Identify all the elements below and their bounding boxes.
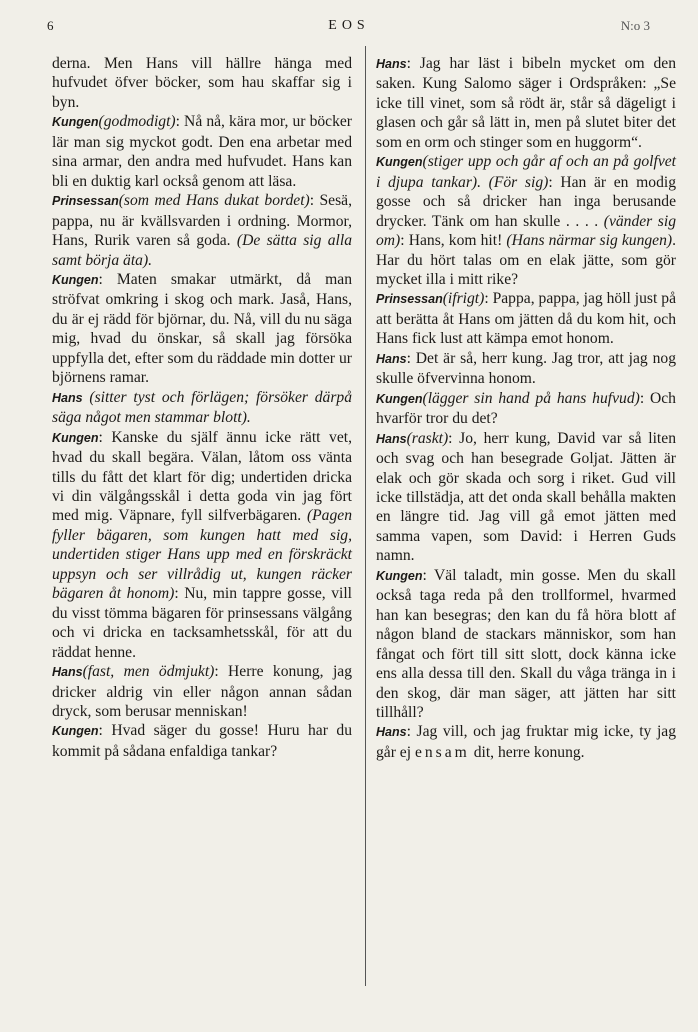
page-number: 6 [47, 18, 54, 33]
dialogue-text: : Nu, min tappre gosse, vill du visst tömma bägaren för prinsessans välgång och vi dricka en tacksamhetsskål, för att du räddat henne. [52, 585, 352, 661]
stage-direction: (vänder sig om) [376, 212, 677, 250]
dialogue-text: : Nå nå, kära mor, ur böcker lär man sig myckot godt. Den ena arbetar med sina armar, den andra med hufvudet. Hans kan bli en duktig karl också genom att läsa. [52, 113, 352, 190]
issue-number: N:o 3 [620, 18, 650, 33]
dialogue-paragraph [52, 191, 352, 270]
stage-direction: (ifrigt) [442, 290, 485, 308]
dialogue-text: : Jag vill, och jag fruktar mig icke, ty jag går ej [376, 723, 676, 761]
dialogue-text: : Jag har läst i bibeln mycket om den saken. Kung Salomo säger i Ordspråken: „Se icke till vinet, som så rödt är, står så dägeligt i glasen och går så lätt in, men på slutet biter det som en orm och stinger som en huggorm“. [376, 55, 676, 151]
speaker-name: Kungen [52, 430, 99, 445]
column-divider [365, 46, 366, 986]
dialogue-text: : Sesä, pappa, nu är kvällsvarden i ordning. Mormor, Hans, Rurik varen så goda. [52, 192, 352, 250]
dialogue-text: . Har du hört talas om en elak jätte, som gör mycket illa i mitt rike? [376, 232, 676, 288]
dialogue-text: : Och hvarför tror du det? [376, 389, 676, 428]
dialogue-text: : Kanske du själf ännu icke rätt vet, hvad du skall begära. Välan, låtom oss vänta tills du fått det klart för dig; undertiden dricka vi din välgångsskål i detta goda vin jag fört med mig. Väpnare, fyll silfverbägaren. [52, 428, 352, 525]
stage-direction: (sitter tyst och förlägen; försöker därpå säga något men stammar blott). [52, 388, 352, 427]
stage-direction: (lägger sin hand på hans hufvud) [422, 389, 640, 407]
dialogue-text: : Väl taladt, min gosse. Men du skall också taga reda på den trollformel, hvarmed han kan besegras; den kan du få höra blott af någon bland de stackars människor, som han fångat och fört till sitt slott, dock känna icke ens alla dessa till den. Skall du våga tränga in i den skog, där man säger, att jätten har sitt tillhåll? [376, 566, 676, 721]
speaker-name: Hans [52, 390, 83, 405]
dialogue-text: : Han är en modig gosse och så dricker han inga berusande drycker. Tänk om han skulle . . . . [376, 173, 676, 230]
stage-direction: (Hans närmar sig kungen) [506, 232, 673, 250]
page-header [0, 18, 698, 42]
dialogue-paragraph [52, 54, 352, 112]
speaker-name: Prinsessan [376, 292, 443, 307]
dialogue-paragraph [376, 349, 676, 389]
speaker-name: Hans [376, 725, 407, 740]
stage-direction: (Pagen fyller bägaren, som kungen hatt med sig, undertiden stiger Hans upp med en förskräckt uppsyn och ser villrådig ut, kungen räcker bägaren åt honom) [52, 507, 352, 603]
speaker-name: Kungen [52, 115, 99, 130]
dialogue-text: : Jo, herr kung, David var så liten och svag och han besegrade Goljat. Jätten är elak och gör skada och sorg i riket. Gud vill icke tillstädja, att det onda skall behålla makten en längre tid. Jag vill gå emot jätten med samma vapen, som David: i Herren Guds namn. [376, 429, 676, 565]
dialogue-text: : Maten smakar utmärkt, då man ströfvat omkring i skog och mark. Jaså, Hans, du är ej rädd för björnar, du. Nå, vill du nu säga mig, hvad du önskar, så skall jag försöka uppfylla det, efter som du räddade min dotter ur björnens ramar. [52, 270, 352, 387]
dialogue-paragraph [376, 152, 676, 289]
dialogue-paragraph [52, 112, 352, 191]
dialogue-paragraph [376, 54, 676, 152]
speaker-name: Hans [376, 57, 407, 71]
dialogue-paragraph [52, 721, 352, 761]
periodical-title: EOS [328, 18, 370, 33]
dialogue-paragraph [52, 270, 352, 388]
speaker-name: Kungen [376, 568, 423, 583]
dialogue-paragraph [376, 429, 676, 566]
dialogue-paragraph [52, 662, 352, 721]
stage-direction: (fast, men ödmjukt) [82, 663, 215, 681]
right-column [376, 54, 676, 762]
dialogue-text: : Hvad säger du gosse! Huru har du kommit på sådana enfaldiga tankar? [52, 722, 352, 760]
speaker-name: Kungen [376, 155, 423, 170]
dialogue-text: derna. Men Hans vill hällre hänga med hufvudet öfver böcker, som hau skaffar sig i byn. [52, 55, 352, 111]
dialogue-text: : Herre konung, jag dricker aldrig vin eller någon annan sådan dryck, som berusar menniskan! [52, 663, 352, 720]
dialogue-text: : Hans, kom hit! [400, 232, 503, 250]
stage-direction: (godmodigt) [98, 113, 176, 131]
speaker-name: Kungen [376, 391, 423, 406]
stage-direction: (De sätta sig alla samt börja äta). [52, 232, 352, 269]
dialogue-paragraph [376, 289, 676, 348]
dialogue-paragraph [376, 389, 676, 429]
stage-direction: (stiger upp och går af och an på golfvet i djupa tankar). [376, 153, 676, 191]
speaker-name: Kungen [52, 272, 99, 287]
speaker-name: Hans [376, 431, 407, 446]
dialogue-paragraph [376, 566, 676, 723]
stage-direction: (som med Hans dukat bordet) [118, 192, 310, 210]
speaker-name: Kungen [52, 724, 99, 739]
speaker-name: Hans [376, 351, 407, 366]
emphasized-word: ensam [414, 743, 470, 761]
dialogue-paragraph [52, 428, 352, 662]
stage-direction: (För sig) [488, 173, 549, 191]
dialogue-text: : Pappa, pappa, jag höll just på att berätta åt Hans om jätten då du kom hit, och Hans fick lust att kämpa emot honom. [376, 290, 676, 348]
dialogue-paragraph [376, 722, 676, 762]
speaker-name: Hans [52, 665, 83, 680]
speaker-name: Prinsessan [52, 194, 119, 209]
dialogue-text: : Det är så, herr kung. Jag tror, att jag nog skulle öfvervinna honom. [376, 349, 676, 388]
left-column [52, 54, 352, 761]
stage-direction: (raskt) [406, 429, 449, 447]
dialogue-paragraph [52, 388, 352, 428]
dialogue-text: dit, herre konung. [469, 743, 585, 761]
